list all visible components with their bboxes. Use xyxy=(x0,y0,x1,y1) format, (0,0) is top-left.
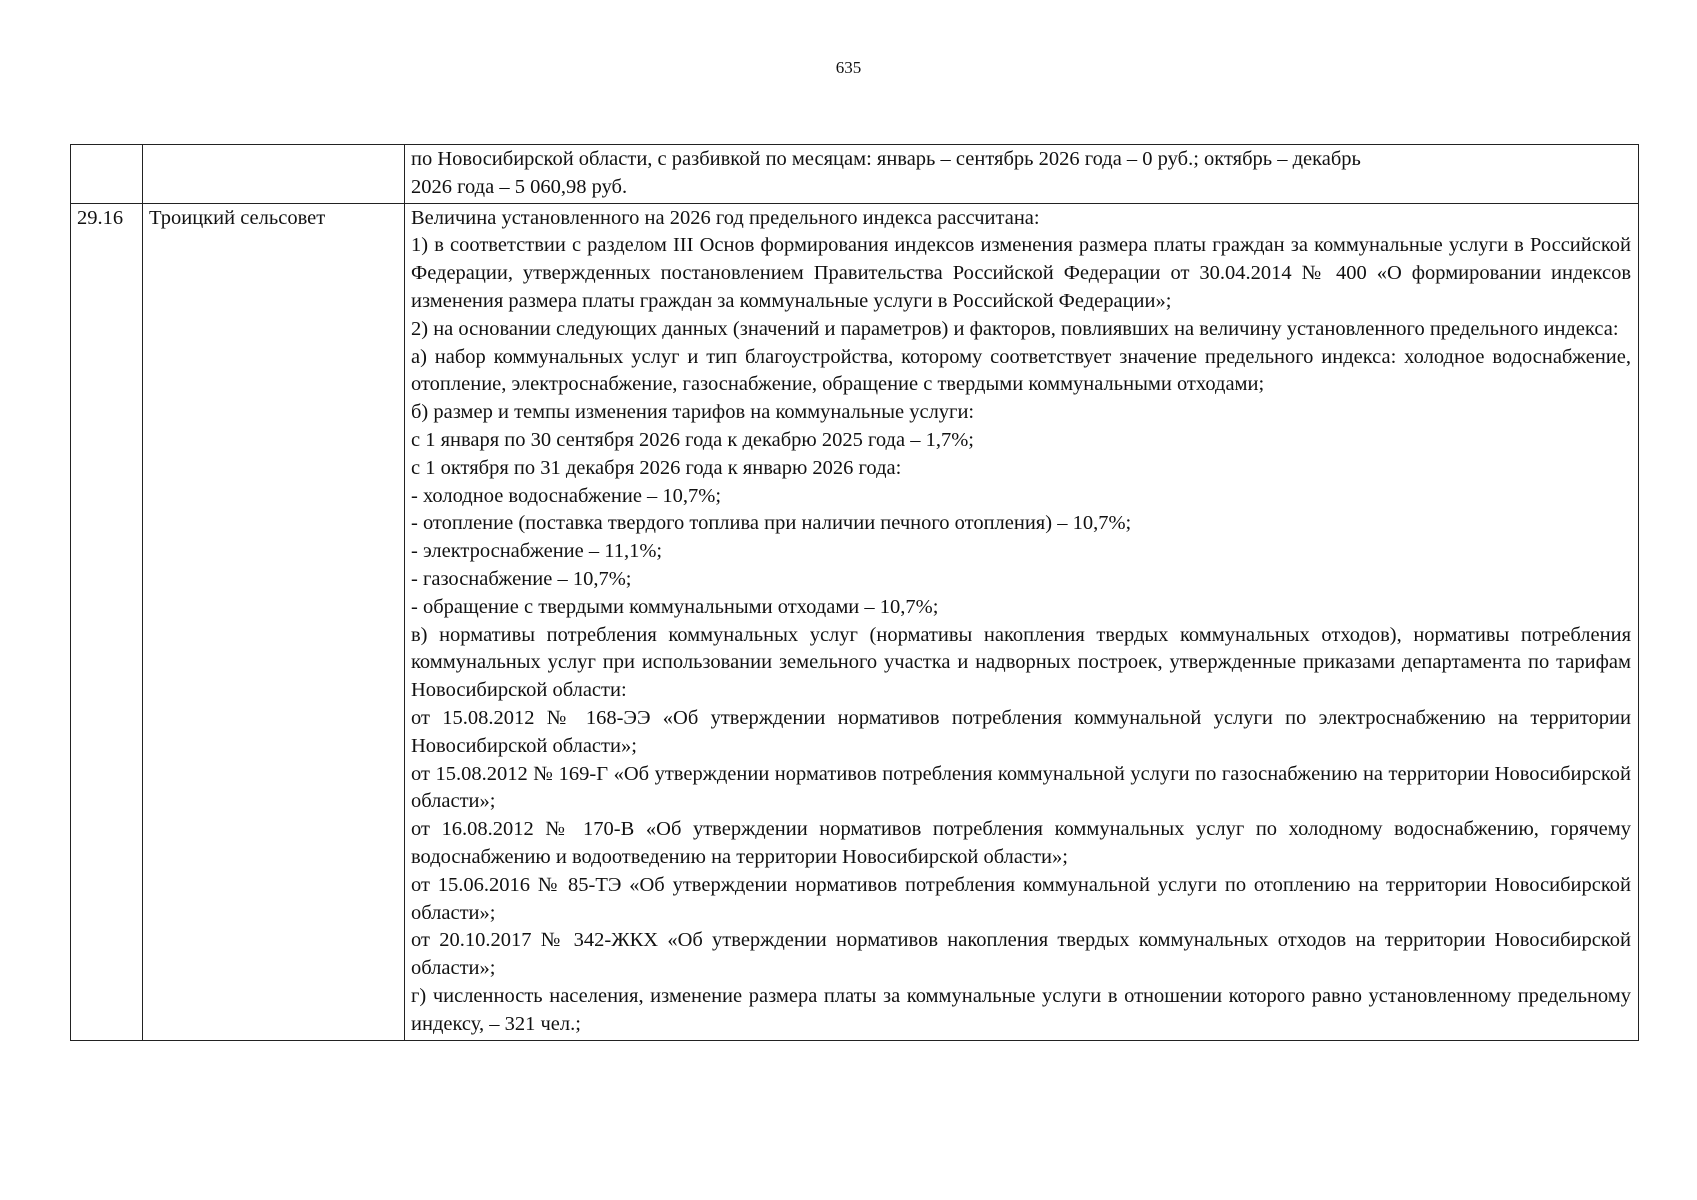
paragraph-item-2: 2) на основании следующих данных (значений и параметров) и факторов, повлиявших на величину установленного предельного индекса: xyxy=(411,317,1619,340)
municipality-cell xyxy=(143,145,405,204)
paragraph-item-1: 1) в соответствии с разделом III Основ формирования индексов изменения размера платы граждан за коммунальные услуги в Российской Федерации, утвержденных постановлением Правительства Российской Федерации от 30.04.2014 № 400 «О формировании индексов изменения размера платы граждан за коммунальные услуги в Российской Федерации»; xyxy=(411,234,1631,312)
order-85-te: от 15.06.2016 № 85-ТЭ «Об утверждении нормативов потребления коммунальной услуги по отоплению на территории Новосибирской области»; xyxy=(411,873,1631,924)
list-item-heating: - отопление (поставка твердого топлива при наличии печного отопления) – 10,7%; xyxy=(411,512,1132,535)
page-number: 635 xyxy=(835,58,862,77)
list-item-gas: - газоснабжение – 10,7%; xyxy=(411,567,632,590)
row-number-cell xyxy=(71,145,143,204)
list-item-electricity: - электроснабжение – 11,1%; xyxy=(411,540,663,563)
paragraph-period-1: с 1 января по 30 сентября 2026 года к декабрю 2025 года – 1,7%; xyxy=(411,428,974,451)
tariff-index-table xyxy=(70,144,1639,1041)
paragraph-item-a: а) набор коммунальных услуг и тип благоустройства, которому соответствует значение предельного индекса: холодное водоснабжение, отопление, электроснабжение, газоснабжение, обращение с твердыми коммунальными отходами; xyxy=(411,345,1631,396)
municipality-cell: Троицкий сельсовет xyxy=(143,203,405,1040)
paragraph-item-g: г) численность населения, изменение размера платы за коммунальные услуги в отношении которого равно установленному предельному индексу, – 321 чел.; xyxy=(411,984,1631,1035)
table-row-29-16 xyxy=(71,203,1639,1040)
paragraph-item-v: в) нормативы потребления коммунальных услуг (нормативы накопления твердых коммунальных отходов), нормативы потребления коммунальных услуг при использовании земельного участка и надворных построек, утвержденные приказами департамента по тарифам Новосибирской области: xyxy=(411,623,1631,702)
order-170-v: от 16.08.2012 № 170-В «Об утверждении нормативов потребления коммунальных услуг по холодному водоснабжению, горячему водоснабжению и водоотведению на территории Новосибирской области»; xyxy=(411,818,1631,868)
order-342-zhkh: от 20.10.2017 № 342-ЖКХ «Об утверждении нормативов накопления твердых коммунальных отходов на территории Новосибирской области»; xyxy=(411,929,1631,980)
description-line: по Новосибирской области, с разбивкой по месяцам: январь – сентябрь 2026 года – 0 руб.; октябрь – декабрь xyxy=(411,148,1361,170)
paragraph-intro: Величина установленного на 2026 год предельного индекса рассчитана: xyxy=(411,206,1040,229)
table-row-continuation xyxy=(71,145,1639,204)
description-line: 2026 года – 5 060,98 руб. xyxy=(411,175,628,198)
order-168-ee: от 15.08.2012 № 168-ЭЭ «Об утверждении нормативов потребления коммунальной услуги по электроснабжению на территории Новосибирской области»; xyxy=(411,706,1631,757)
row-number-cell: 29.16 xyxy=(71,203,143,1040)
list-item-cold-water: - холодное водоснабжение – 10,7%; xyxy=(411,484,722,507)
description-cell xyxy=(405,145,1639,204)
list-item-waste: - обращение с твердыми коммунальными отходами – 10,7%; xyxy=(411,595,939,618)
paragraph-period-2: с 1 октября по 31 декабря 2026 года к январю 2026 года: xyxy=(411,456,902,479)
order-169-g: от 15.08.2012 № 169-Г «Об утверждении нормативов потребления коммунальной услуги по газоснабжению на территории Новосибирской области»; xyxy=(411,762,1631,813)
description-cell xyxy=(405,203,1639,1040)
paragraph-item-b: б) размер и темпы изменения тарифов на коммунальные услуги: xyxy=(411,401,975,424)
